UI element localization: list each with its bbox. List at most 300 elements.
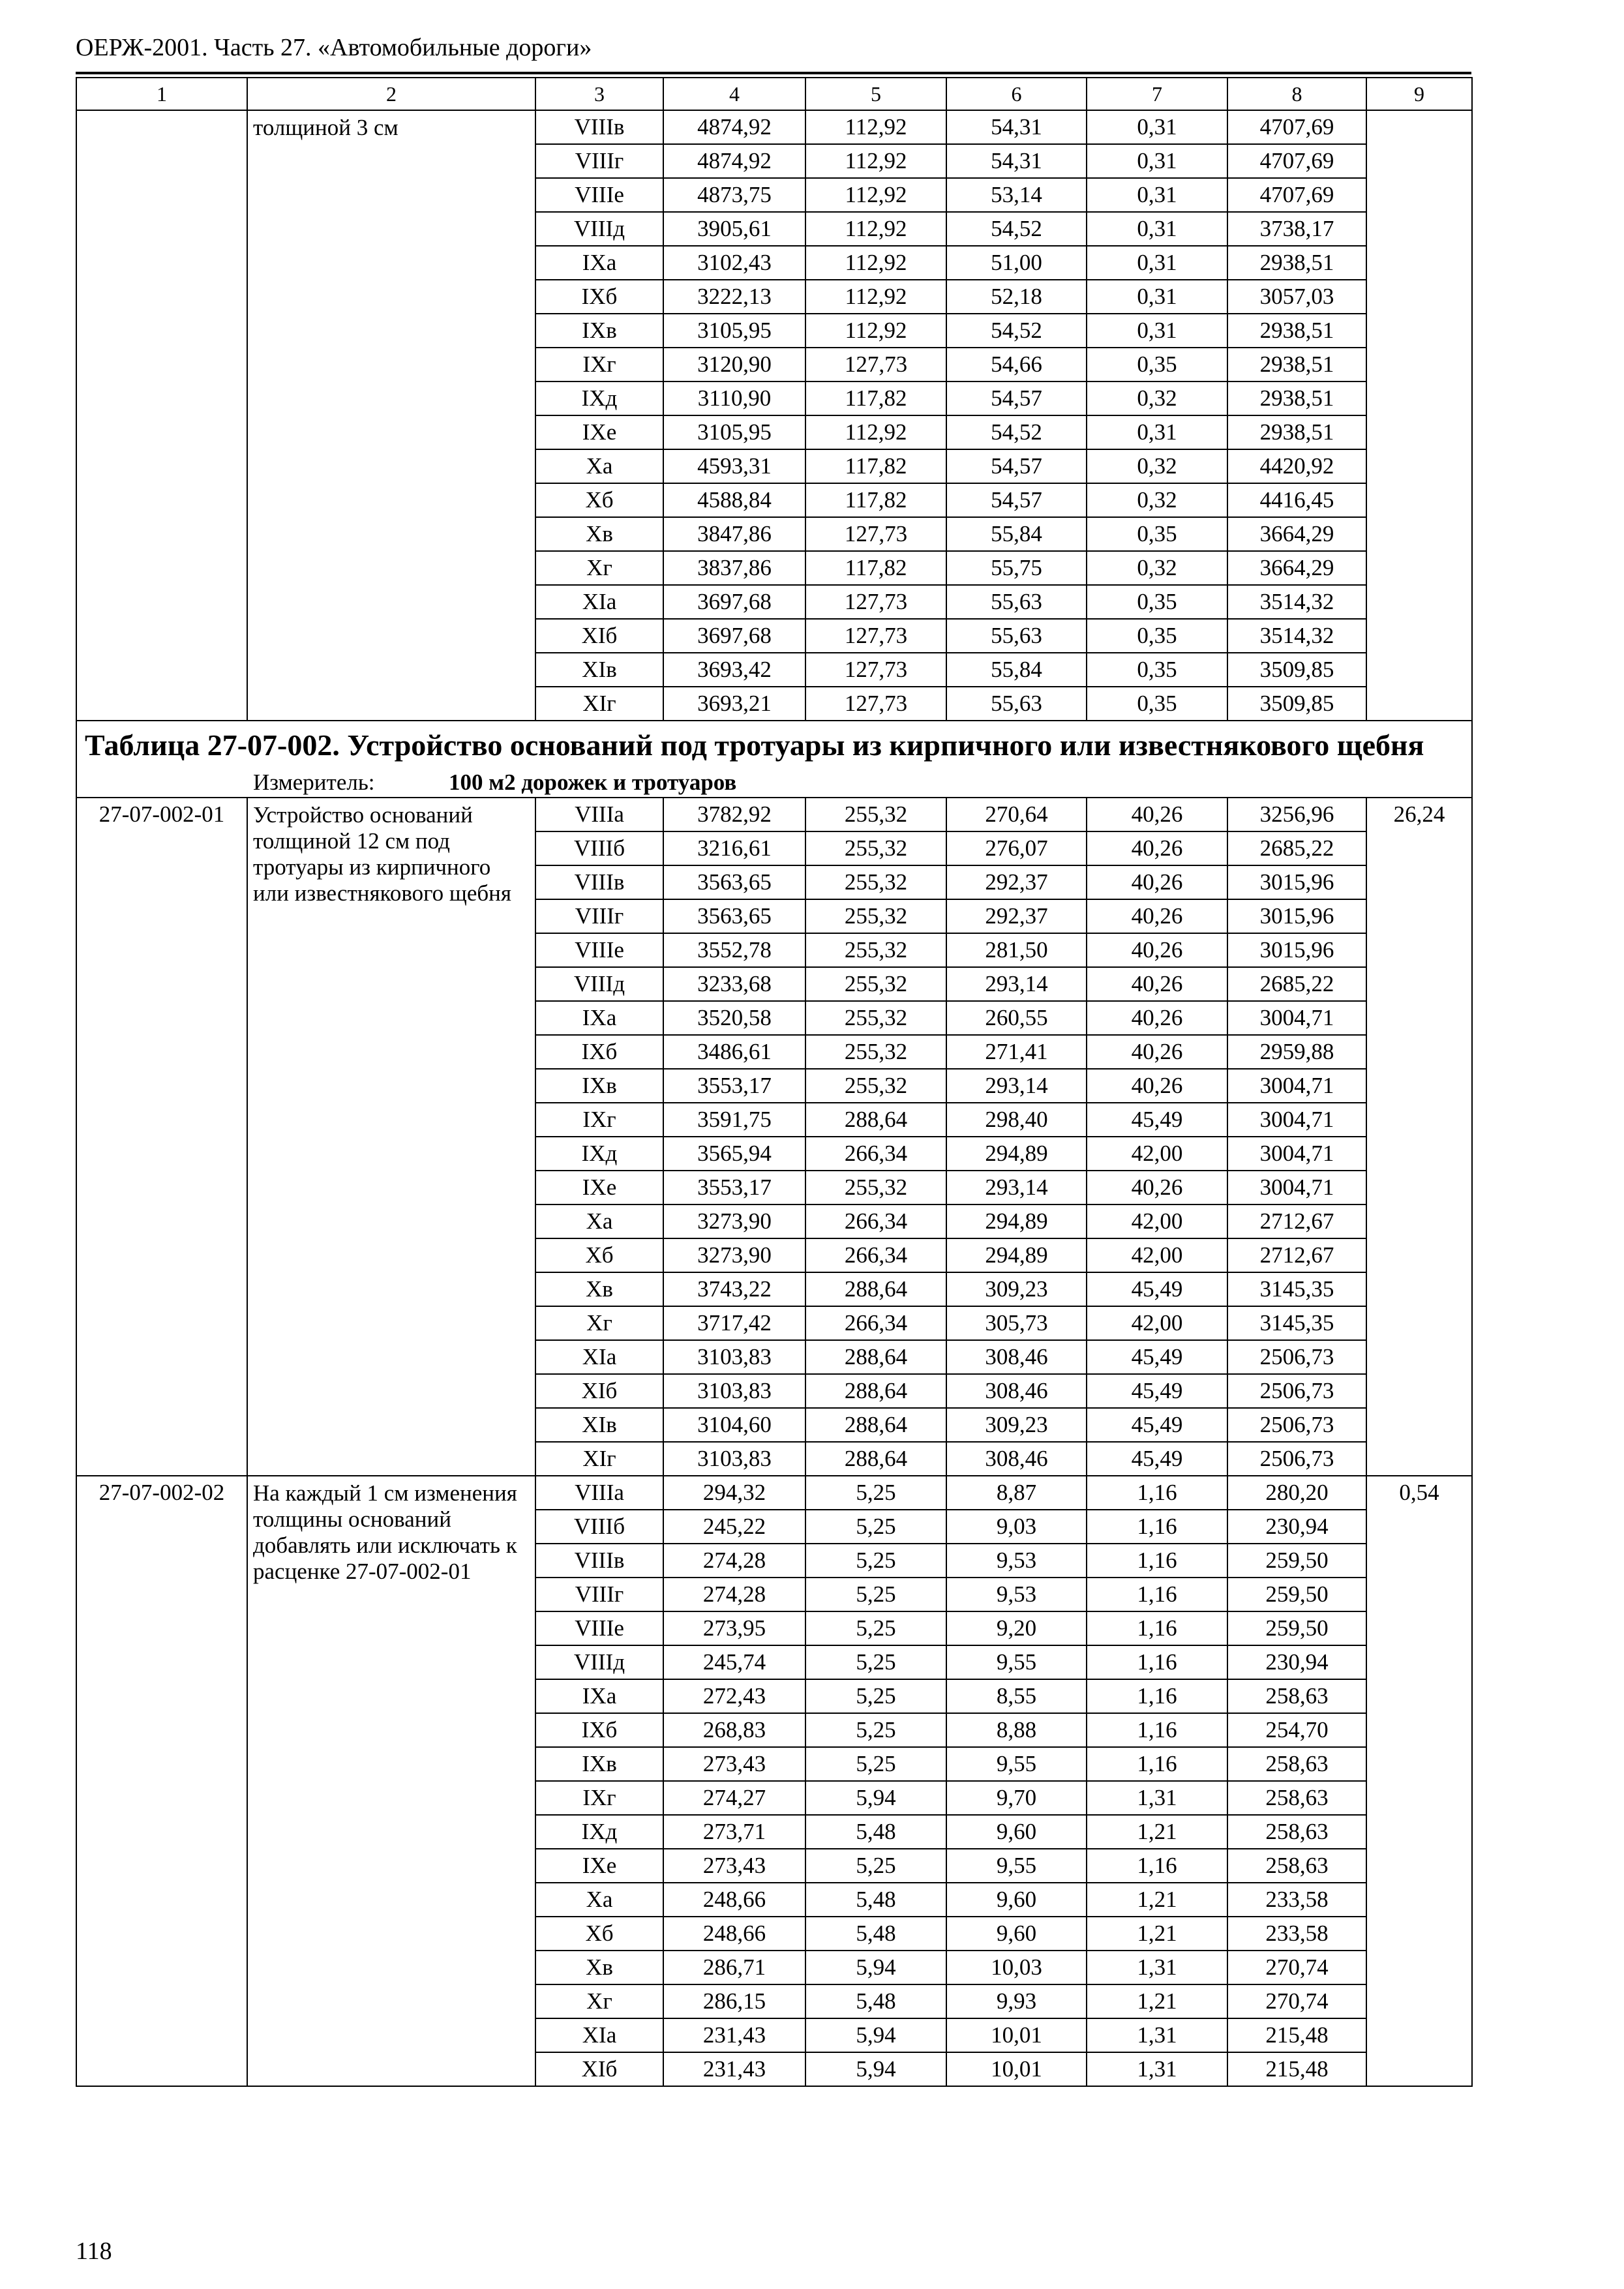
materials-cost: 3256,96 [1227,798,1366,831]
labor-hours [1366,110,1472,721]
zone-code: IXг [535,1781,663,1815]
machine-cost: 9,55 [946,1849,1087,1883]
labor-wages: 127,73 [805,348,946,382]
zone-code: VIIIг [535,144,663,178]
zone-code: VIIIа [535,798,663,831]
labor-wages: 5,25 [805,1747,946,1781]
materials-cost: 4707,69 [1227,144,1366,178]
labor-wages: 5,25 [805,1544,946,1578]
zone-code: IXа [535,246,663,280]
machinist-wages: 40,26 [1087,933,1227,967]
materials-cost: 4416,45 [1227,483,1366,517]
machine-cost: 9,53 [946,1544,1087,1578]
rates-table-body [76,78,1472,2086]
total-cost: 4588,84 [663,483,805,517]
zone-code: Xв [535,1272,663,1306]
zone-code: XIб [535,619,663,653]
column-number: 5 [805,78,946,110]
machine-cost: 54,31 [946,144,1087,178]
zone-code: IXв [535,1069,663,1103]
machine-cost: 9,93 [946,1984,1087,2018]
materials-cost: 3145,35 [1227,1272,1366,1306]
total-cost: 248,66 [663,1917,805,1951]
materials-cost: 3004,71 [1227,1171,1366,1204]
zone-code: XIа [535,2018,663,2052]
column-number: 9 [1366,78,1472,110]
machine-cost: 54,66 [946,348,1087,382]
zone-code: XIа [535,1340,663,1374]
materials-cost: 258,63 [1227,1781,1366,1815]
labor-wages: 5,94 [805,2018,946,2052]
machinist-wages: 0,31 [1087,280,1227,314]
materials-cost: 4707,69 [1227,110,1366,144]
rate-description: Устройство оснований толщиной 12 см под тротуары из кирпичного или известнякового щебня [247,798,535,1476]
zone-code: XIб [535,2052,663,2086]
labor-wages: 127,73 [805,653,946,687]
machinist-wages: 40,26 [1087,967,1227,1001]
machine-cost: 55,63 [946,687,1087,721]
table-title: Таблица 27-07-002. Устройство оснований под тротуары из кирпичного или известнякового щебня [85,728,1424,762]
machinist-wages: 45,49 [1087,1340,1227,1374]
labor-wages: 112,92 [805,415,946,449]
materials-cost: 3015,96 [1227,865,1366,899]
materials-cost: 3004,71 [1227,1103,1366,1137]
zone-code: Xб [535,1238,663,1272]
total-cost: 3120,90 [663,348,805,382]
machine-cost: 294,89 [946,1137,1087,1171]
total-cost: 4873,75 [663,178,805,212]
zone-code: Xа [535,449,663,483]
machinist-wages: 0,31 [1087,246,1227,280]
zone-code: VIIIа [535,1476,663,1510]
labor-wages: 5,48 [805,1883,946,1917]
materials-cost: 230,94 [1227,1510,1366,1544]
machinist-wages: 0,35 [1087,619,1227,653]
machine-cost: 309,23 [946,1408,1087,1442]
labor-wages: 288,64 [805,1374,946,1408]
materials-cost: 258,63 [1227,1815,1366,1849]
materials-cost: 3514,32 [1227,619,1366,653]
machinist-wages: 40,26 [1087,1001,1227,1035]
labor-wages: 5,25 [805,1578,946,1611]
machinist-wages: 40,26 [1087,1171,1227,1204]
materials-cost: 215,48 [1227,2018,1366,2052]
machine-cost: 9,70 [946,1781,1087,1815]
machinist-wages: 40,26 [1087,831,1227,865]
labor-wages: 127,73 [805,517,946,551]
machinist-wages: 1,31 [1087,1781,1227,1815]
machine-cost: 294,89 [946,1238,1087,1272]
labor-wages: 5,25 [805,1679,946,1713]
labor-wages: 112,92 [805,178,946,212]
total-cost: 3847,86 [663,517,805,551]
labor-wages: 255,32 [805,933,946,967]
zone-code: VIIIг [535,899,663,933]
machine-cost: 54,52 [946,415,1087,449]
total-cost: 3103,83 [663,1374,805,1408]
machine-cost: 55,84 [946,517,1087,551]
labor-wages: 5,25 [805,1476,946,1510]
labor-hours: 0,54 [1366,1476,1472,2086]
zone-code: Xв [535,1951,663,1984]
total-cost: 273,43 [663,1747,805,1781]
materials-cost: 3509,85 [1227,653,1366,687]
machinist-wages: 42,00 [1087,1306,1227,1340]
materials-cost: 3509,85 [1227,687,1366,721]
zone-code: VIIIв [535,1544,663,1578]
total-cost: 231,43 [663,2052,805,2086]
column-number: 1 [76,78,247,110]
machine-cost: 271,41 [946,1035,1087,1069]
machine-cost: 8,87 [946,1476,1087,1510]
zone-code: IXе [535,1171,663,1204]
total-cost: 286,71 [663,1951,805,1984]
labor-wages: 255,32 [805,1001,946,1035]
total-cost: 3103,83 [663,1442,805,1476]
materials-cost: 230,94 [1227,1645,1366,1679]
labor-wages: 5,94 [805,1781,946,1815]
zone-code: VIIIв [535,110,663,144]
materials-cost: 259,50 [1227,1611,1366,1645]
total-cost: 3553,17 [663,1069,805,1103]
machinist-wages: 45,49 [1087,1408,1227,1442]
materials-cost: 259,50 [1227,1578,1366,1611]
column-number: 7 [1087,78,1227,110]
total-cost: 231,43 [663,2018,805,2052]
total-cost: 3222,13 [663,280,805,314]
labor-wages: 127,73 [805,619,946,653]
zone-code: XIг [535,687,663,721]
labor-wages: 112,92 [805,110,946,144]
machine-cost: 54,57 [946,483,1087,517]
zone-code: Xб [535,1917,663,1951]
machinist-wages: 42,00 [1087,1204,1227,1238]
total-cost: 3273,90 [663,1238,805,1272]
total-cost: 3697,68 [663,585,805,619]
machinist-wages: 42,00 [1087,1137,1227,1171]
labor-wages: 112,92 [805,280,946,314]
materials-cost: 270,74 [1227,1984,1366,2018]
total-cost: 3104,60 [663,1408,805,1442]
zone-code: Xг [535,1306,663,1340]
zone-code: Xв [535,517,663,551]
machinist-wages: 0,35 [1087,687,1227,721]
total-cost: 3520,58 [663,1001,805,1035]
machinist-wages: 0,35 [1087,585,1227,619]
zone-code: VIIIд [535,967,663,1001]
total-cost: 3216,61 [663,831,805,865]
total-cost: 3693,42 [663,653,805,687]
labor-wages: 288,64 [805,1408,946,1442]
machine-cost: 293,14 [946,967,1087,1001]
machine-cost: 260,55 [946,1001,1087,1035]
materials-cost: 2712,67 [1227,1238,1366,1272]
machine-cost: 292,37 [946,899,1087,933]
machinist-wages: 0,31 [1087,212,1227,246]
labor-wages: 5,48 [805,1815,946,1849]
table-title-cell [76,721,1472,798]
machine-cost: 52,18 [946,280,1087,314]
zone-code: VIIIд [535,1645,663,1679]
machine-cost: 292,37 [946,865,1087,899]
zone-code: XIа [535,585,663,619]
machine-cost: 55,63 [946,619,1087,653]
zone-code: IXг [535,1103,663,1137]
labor-wages: 255,32 [805,1171,946,1204]
machine-cost: 309,23 [946,1272,1087,1306]
labor-wages: 5,25 [805,1849,946,1883]
materials-cost: 254,70 [1227,1713,1366,1747]
materials-cost: 2685,22 [1227,967,1366,1001]
labor-wages: 288,64 [805,1340,946,1374]
machine-cost: 8,88 [946,1713,1087,1747]
zone-code: XIв [535,1408,663,1442]
labor-wages: 288,64 [805,1442,946,1476]
machinist-wages: 1,16 [1087,1544,1227,1578]
labor-wages: 255,32 [805,798,946,831]
total-cost: 3486,61 [663,1035,805,1069]
machine-cost: 9,60 [946,1815,1087,1849]
total-cost: 274,28 [663,1578,805,1611]
zone-code: VIIIе [535,933,663,967]
machinist-wages: 0,31 [1087,178,1227,212]
materials-cost: 2506,73 [1227,1340,1366,1374]
labor-wages: 266,34 [805,1306,946,1340]
total-cost: 3905,61 [663,212,805,246]
total-cost: 273,95 [663,1611,805,1645]
total-cost: 273,43 [663,1849,805,1883]
materials-cost: 270,74 [1227,1951,1366,1984]
machinist-wages: 1,16 [1087,1476,1227,1510]
total-cost: 3273,90 [663,1204,805,1238]
materials-cost: 2938,51 [1227,415,1366,449]
page-number: 118 [76,2237,112,2265]
machine-cost: 298,40 [946,1103,1087,1137]
machine-cost: 308,46 [946,1442,1087,1476]
zone-code: IXб [535,1713,663,1747]
total-cost: 286,15 [663,1984,805,2018]
materials-cost: 280,20 [1227,1476,1366,1510]
zone-code: VIIIе [535,178,663,212]
labor-wages: 127,73 [805,585,946,619]
labor-wages: 255,32 [805,1069,946,1103]
rate-description: толщиной 3 см [247,110,535,721]
materials-cost: 233,58 [1227,1917,1366,1951]
labor-wages: 255,32 [805,865,946,899]
labor-hours: 26,24 [1366,798,1472,1476]
machinist-wages: 0,31 [1087,110,1227,144]
machine-cost: 54,31 [946,110,1087,144]
materials-cost: 215,48 [1227,2052,1366,2086]
materials-cost: 3004,71 [1227,1001,1366,1035]
total-cost: 4874,92 [663,144,805,178]
column-number-row [76,78,1472,110]
materials-cost: 233,58 [1227,1883,1366,1917]
machine-cost: 55,63 [946,585,1087,619]
labor-wages: 266,34 [805,1238,946,1272]
zone-code: IXв [535,314,663,348]
machine-cost: 54,52 [946,212,1087,246]
materials-cost: 3514,32 [1227,585,1366,619]
labor-wages: 112,92 [805,246,946,280]
zone-code: XIг [535,1442,663,1476]
machine-cost: 9,53 [946,1578,1087,1611]
labor-wages: 255,32 [805,1035,946,1069]
measure-label: Измеритель: [253,770,375,795]
zone-code: VIIIг [535,1578,663,1611]
total-cost: 3105,95 [663,314,805,348]
machinist-wages: 1,16 [1087,1510,1227,1544]
machine-cost: 54,57 [946,382,1087,415]
materials-cost: 4707,69 [1227,178,1366,212]
materials-cost: 258,63 [1227,1747,1366,1781]
page-header-title: ОЕРЖ-2001. Часть 27. «Автомобильные дороги» [76,34,592,61]
total-cost: 3782,92 [663,798,805,831]
labor-wages: 266,34 [805,1137,946,1171]
measure-line [77,768,1471,797]
zone-code: IXб [535,1035,663,1069]
labor-wages: 117,82 [805,483,946,517]
machine-cost: 281,50 [946,933,1087,967]
zone-code: IXа [535,1001,663,1035]
zone-code: IXе [535,1849,663,1883]
machine-cost: 308,46 [946,1340,1087,1374]
labor-wages: 5,94 [805,1951,946,1984]
machinist-wages: 40,26 [1087,798,1227,831]
zone-code: IXд [535,382,663,415]
machine-cost: 54,52 [946,314,1087,348]
zone-code: IXд [535,1137,663,1171]
rates-table [76,77,1473,2087]
machinist-wages: 40,26 [1087,899,1227,933]
labor-wages: 5,48 [805,1984,946,2018]
total-cost: 3110,90 [663,382,805,415]
total-cost: 3693,21 [663,687,805,721]
rate-code: 27-07-002-01 [76,798,247,1476]
materials-cost: 2938,51 [1227,348,1366,382]
zone-code: VIIIб [535,831,663,865]
machine-cost: 9,55 [946,1645,1087,1679]
machine-cost: 51,00 [946,246,1087,280]
table-row [76,798,1472,831]
zone-code: IXв [535,1747,663,1781]
machinist-wages: 0,35 [1087,348,1227,382]
total-cost: 3563,65 [663,865,805,899]
rate-description: На каждый 1 см изменения толщины оснований добавлять или исключать к расценке 27-07-002-01 [247,1476,535,2086]
labor-wages: 117,82 [805,551,946,585]
total-cost: 3697,68 [663,619,805,653]
materials-cost: 258,63 [1227,1679,1366,1713]
machine-cost: 8,55 [946,1679,1087,1713]
materials-cost: 3145,35 [1227,1306,1366,1340]
labor-wages: 266,34 [805,1204,946,1238]
machinist-wages: 45,49 [1087,1442,1227,1476]
total-cost: 3103,83 [663,1340,805,1374]
zone-code: Xб [535,483,663,517]
machinist-wages: 42,00 [1087,1238,1227,1272]
machinist-wages: 1,21 [1087,1883,1227,1917]
machine-cost: 55,75 [946,551,1087,585]
materials-cost: 3004,71 [1227,1069,1366,1103]
total-cost: 248,66 [663,1883,805,1917]
total-cost: 272,43 [663,1679,805,1713]
machinist-wages: 1,31 [1087,1951,1227,1984]
machinist-wages: 40,26 [1087,865,1227,899]
total-cost: 294,32 [663,1476,805,1510]
zone-code: XIв [535,653,663,687]
labor-wages: 112,92 [805,314,946,348]
column-number: 8 [1227,78,1366,110]
column-number: 2 [247,78,535,110]
machinist-wages: 1,31 [1087,2018,1227,2052]
machinist-wages: 0,32 [1087,449,1227,483]
materials-cost: 2938,51 [1227,382,1366,415]
materials-cost: 2506,73 [1227,1442,1366,1476]
total-cost: 3591,75 [663,1103,805,1137]
materials-cost: 3004,71 [1227,1137,1366,1171]
total-cost: 3717,42 [663,1306,805,1340]
machinist-wages: 1,31 [1087,2052,1227,2086]
machinist-wages: 1,16 [1087,1578,1227,1611]
table-title-row [76,721,1472,798]
machine-cost: 10,01 [946,2018,1087,2052]
materials-cost: 3015,96 [1227,933,1366,967]
machinist-wages: 0,31 [1087,314,1227,348]
total-cost: 3552,78 [663,933,805,967]
machinist-wages: 0,35 [1087,517,1227,551]
machinist-wages: 0,32 [1087,551,1227,585]
total-cost: 3102,43 [663,246,805,280]
table-row [76,110,1472,144]
machine-cost: 9,60 [946,1917,1087,1951]
zone-code: VIIIв [535,865,663,899]
labor-wages: 5,25 [805,1611,946,1645]
labor-wages: 5,25 [805,1713,946,1747]
total-cost: 274,28 [663,1544,805,1578]
materials-cost: 2506,73 [1227,1408,1366,1442]
machinist-wages: 1,16 [1087,1713,1227,1747]
machine-cost: 9,55 [946,1747,1087,1781]
labor-wages: 5,25 [805,1645,946,1679]
materials-cost: 3664,29 [1227,551,1366,585]
machinist-wages: 40,26 [1087,1035,1227,1069]
zone-code: VIIIе [535,1611,663,1645]
machine-cost: 55,84 [946,653,1087,687]
materials-cost: 259,50 [1227,1544,1366,1578]
column-number: 4 [663,78,805,110]
labor-wages: 117,82 [805,449,946,483]
machinist-wages: 1,16 [1087,1611,1227,1645]
table-row [76,1476,1472,1510]
materials-cost: 2685,22 [1227,831,1366,865]
machinist-wages: 0,31 [1087,144,1227,178]
machinist-wages: 1,16 [1087,1747,1227,1781]
labor-wages: 255,32 [805,967,946,1001]
materials-cost: 2506,73 [1227,1374,1366,1408]
machinist-wages: 1,21 [1087,1815,1227,1849]
zone-code: Xа [535,1883,663,1917]
total-cost: 3233,68 [663,967,805,1001]
materials-cost: 3738,17 [1227,212,1366,246]
materials-cost: 258,63 [1227,1849,1366,1883]
machinist-wages: 45,49 [1087,1374,1227,1408]
machinist-wages: 1,16 [1087,1645,1227,1679]
zone-code: IXб [535,280,663,314]
total-cost: 3565,94 [663,1137,805,1171]
machine-cost: 54,57 [946,449,1087,483]
labor-wages: 112,92 [805,212,946,246]
machine-cost: 294,89 [946,1204,1087,1238]
